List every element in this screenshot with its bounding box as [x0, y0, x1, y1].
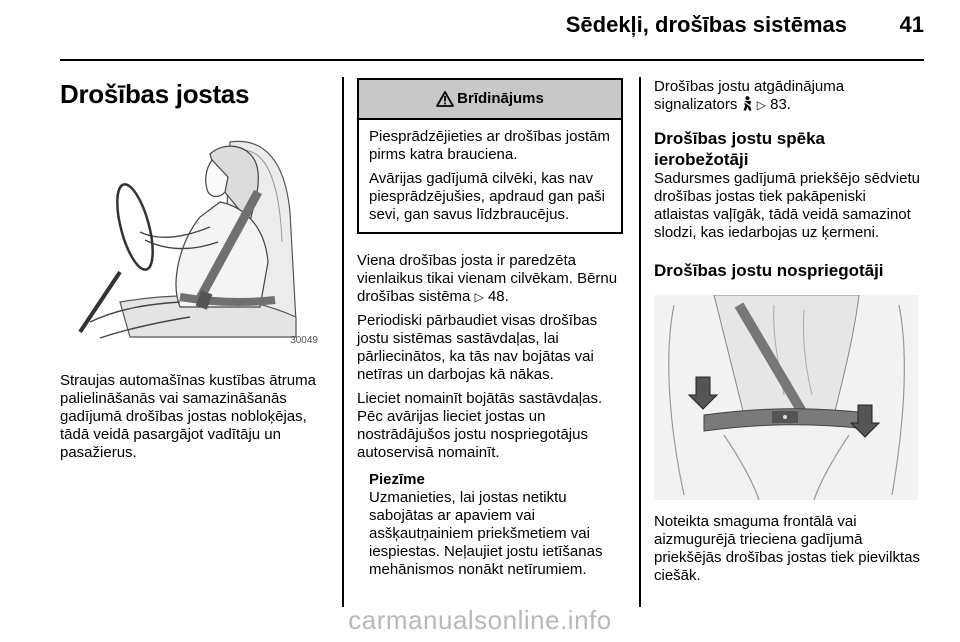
page-header — [0, 0, 960, 60]
child-restraint-page-ref[interactable]: 48. — [487, 288, 509, 305]
header-rule — [60, 59, 924, 61]
seatbelt-reminder-icon — [742, 96, 753, 111]
note-block — [369, 471, 625, 579]
one-person-text: Viena drošības josta ir paredzēta vienlaikus tikai vienam cilvēkam. Bērnu drošības sistēma — [357, 252, 618, 305]
warning-text-2: Avārijas gadījumā cilvēki, kas nav piesprādzējušies, apdraud gan paši sevi, gan savus līdzbraucējus. — [369, 170, 605, 223]
section-title: Drošības jostas — [60, 79, 250, 109]
replace-components-paragraph: Lieciet nomainīt bojātās sastāvdaļas. Pēc avārijas lieciet jostas un nostrādājušos jostu nospriegotājus autoservisā nomainīt. — [357, 390, 603, 461]
reminder-paragraph — [654, 78, 922, 114]
pretensioner-heading: Drošības jostu nospriegotāji — [654, 261, 884, 280]
warning-triangle-icon — [436, 91, 454, 107]
pretensioner-text: Noteikta smaguma frontālā vai aizmugurējā trieciena gadījumā priekšējās drošības jostas tiek pievilktas ciešāk. — [654, 513, 920, 584]
warning-box — [357, 78, 623, 234]
one-person-paragraph — [357, 252, 625, 306]
warning-body — [359, 120, 621, 232]
column-1 — [60, 78, 328, 462]
reference-arrow-icon: ▷ — [474, 290, 484, 304]
note-text: Uzmanieties, lai jostas netiktu sabojātas ar apaviem vai asšķautņainiem priekšmetiem vai iespiestas. Neļaujiet jostu ietīšanas mehānismos nonākt netīrumiem. — [369, 489, 603, 578]
force-limiter-heading: Drošības jostu spēka ierobežotāji — [654, 129, 826, 169]
reminder-text: Drošības jostu atgādinājuma signalizators — [654, 78, 845, 113]
warning-title: Brīdinājums — [457, 90, 544, 107]
watermark: carmanualsonline.info — [348, 605, 612, 635]
warning-header — [359, 80, 621, 120]
column-3 — [654, 78, 922, 585]
header-title: Sēdekļi, drošības sistēmas — [565, 12, 847, 37]
check-components-paragraph: Periodiski pārbaudiet visas drošības jostu sistēmas sastāvdaļas, lai pārliecinātos, ka tās nav bojātas vai netīras un darbojas kā nākas. — [357, 312, 598, 383]
pretensioner-illustration — [654, 295, 918, 500]
column-divider-1 — [342, 77, 344, 607]
column-2 — [357, 78, 625, 579]
column-divider-2 — [639, 77, 641, 607]
page-number: 41 — [899, 12, 924, 37]
reference-arrow-icon: ▷ — [756, 98, 766, 112]
warning-text-1: Piesprādzējieties ar drošības jostām pirms katra brauciena. — [369, 128, 610, 163]
pretensioner-figure — [654, 295, 918, 500]
note-title: Piezīme — [369, 471, 425, 488]
seatbelt-figure — [60, 132, 324, 348]
force-limiter-text: Sadursmes gadījumā priekšējo sēdvietu drošības jostas tiek pakāpeniski atlaistas vaļīgāk, tādā veidā samazinot slodzi, kas iedarbojas uz ķermeni. — [654, 170, 920, 241]
driver-seatbelt-illustration — [60, 132, 324, 348]
reminder-page-ref[interactable]: 83. — [770, 96, 791, 113]
figure-code: 30049 — [290, 335, 318, 346]
belt-lock-paragraph: Straujas automašīnas kustības ātruma palielināšanās vai samazināšanās gadījumā drošības jostas nobloķējas, tādā veidā pasargājot vadītāju un pasažierus. — [60, 372, 316, 461]
